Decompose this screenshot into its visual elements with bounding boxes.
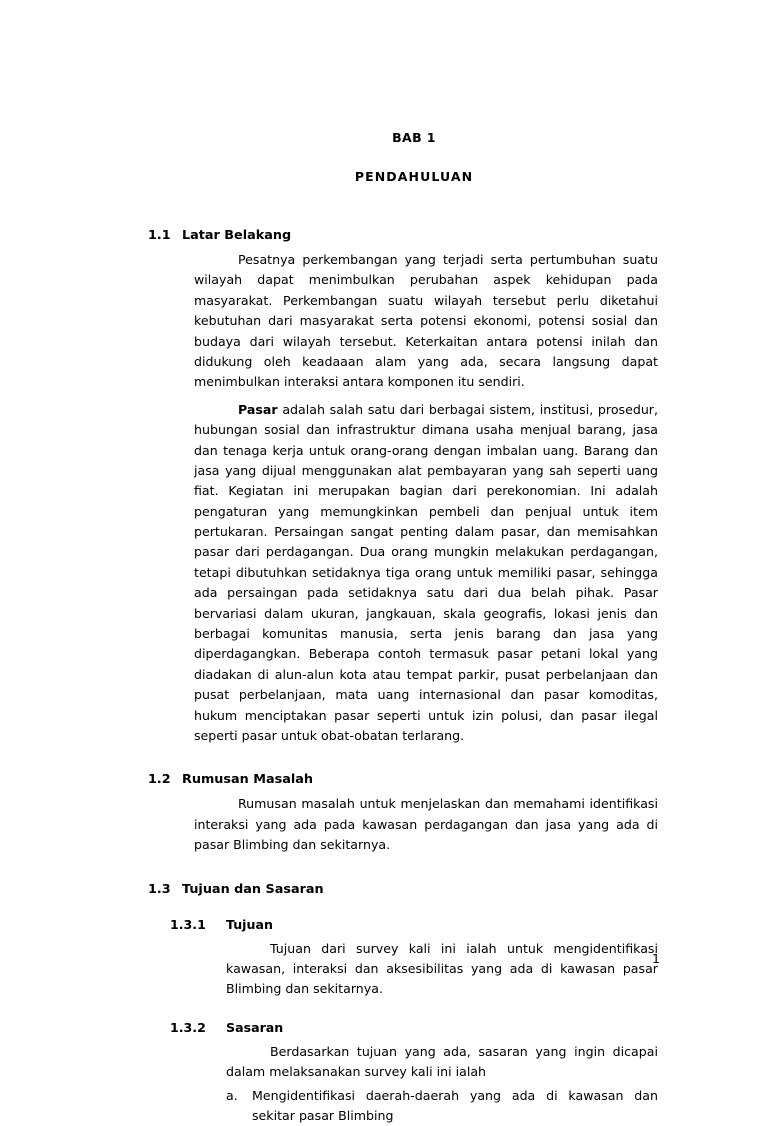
section-rumusan-masalah (148, 772, 658, 855)
section-tujuan-dan-sasaran (148, 882, 658, 1126)
section-latar-belakang (148, 228, 658, 746)
paragraph: Berdasarkan tujuan yang ada, sasaran yang ingin dicapai dalam melaksanakan survey kali ini ialah (170, 1042, 658, 1083)
paragraph (148, 400, 658, 747)
section-heading (148, 882, 658, 897)
paragraph: Pesatnya perkembangan yang terjadi serta pertumbuhan suatu wilayah dapat menimbulkan perubahan aspek kehidupan pada masyarakat. Perkembangan suatu wilayah tersebut perlu diketahui kebutuhan dari masyarakat serta potensi ekonomi, potensi sosial dan budaya dari wilayah tersebut. Keterkaitan antara potensi inilah dan didukung oleh keadaaan alam yang ada, secara langsung dapat menimbulkan interaksi antara komponen itu sendiri. (148, 250, 658, 393)
sasaran-list (170, 1086, 658, 1126)
list-item-marker: a. (226, 1086, 242, 1126)
list-item-label: Mengidentifikasi daerah-daerah yang ada di kawasan dan sekitar pasar Blimbing (252, 1086, 658, 1126)
chapter-title: BAB 1 (170, 130, 658, 145)
subsection-heading (170, 1020, 658, 1035)
paragraph-text: adalah salah satu dari berbagai sistem, institusi, prosedur, hubungan sosial dan infrastruktur dimana usaha menjual barang, jasa dan tenaga kerja untuk orang-orang dengan imbalan uang. Barang dan jasa yang dijual menggunakan alat pembayaran yang sah seperti uang fiat. Kegiatan ini merupakan bagian dari perekonomian. Ini adalah pengaturan yang memungkinkan pembeli dan penjual untuk item pertukaran. Persaingan sangat penting dalam pasar, dan memisahkan pasar dari perdagangan. Dua orang mungkin melakukan perdagangan, tetapi dibutuhkan setidaknya tiga orang untuk memiliki pasar, sehingga ada persaingan pada setidaknya satu dari dua belah pihak. Pasar bervariasi dalam ukuran, jangkauan, skala geografis, lokasi jenis dan berbagai komunitas manusia, serta jenis barang dan jasa yang diperdagangkan. Beberapa contoh termasuk pasar petani lokal yang diadakan di alun-alun kota atau tempat parkir, pusat perbelanjaan dan pusat perbelanjaan, mata uang internasional dan pasar komoditas, hukum menciptakan pasar seperti untuk izin polusi, dan pasar ilegal seperti pasar untuk obat-obatan terlarang. (194, 402, 658, 743)
section-title: Tujuan dan Sasaran (182, 882, 324, 897)
subsection-number: 1.3.2 (170, 1020, 208, 1035)
section-title: Rumusan Masalah (182, 772, 313, 787)
section-number: 1.3 (148, 882, 173, 897)
section-number: 1.2 (148, 772, 173, 787)
chapter-subtitle: PENDAHULUAN (170, 169, 658, 184)
list-item (226, 1086, 658, 1126)
subsection-number: 1.3.1 (170, 917, 208, 932)
section-number: 1.1 (148, 228, 173, 243)
paragraph-lead-word: Pasar (238, 402, 278, 417)
subsection-title: Tujuan (226, 917, 273, 932)
subsection-heading (170, 917, 658, 932)
page-number: 1 (652, 951, 660, 966)
section-heading (148, 772, 658, 787)
section-heading (148, 228, 658, 243)
subsection-sasaran (148, 1020, 658, 1126)
paragraph: Tujuan dari survey kali ini ialah untuk mengidentifikasi kawasan, interaksi dan aksesibilitas yang ada di kawasan pasar Blimbing dan sekitarnya. (170, 939, 658, 1000)
subsection-tujuan (148, 917, 658, 1000)
paragraph: Rumusan masalah untuk menjelaskan dan memahami identifikasi interaksi yang ada pada kawasan perdagangan dan jasa yang ada di pasar Blimbing dan sekitarnya. (148, 794, 658, 855)
section-title: Latar Belakang (182, 228, 291, 243)
subsection-title: Sasaran (226, 1020, 283, 1035)
